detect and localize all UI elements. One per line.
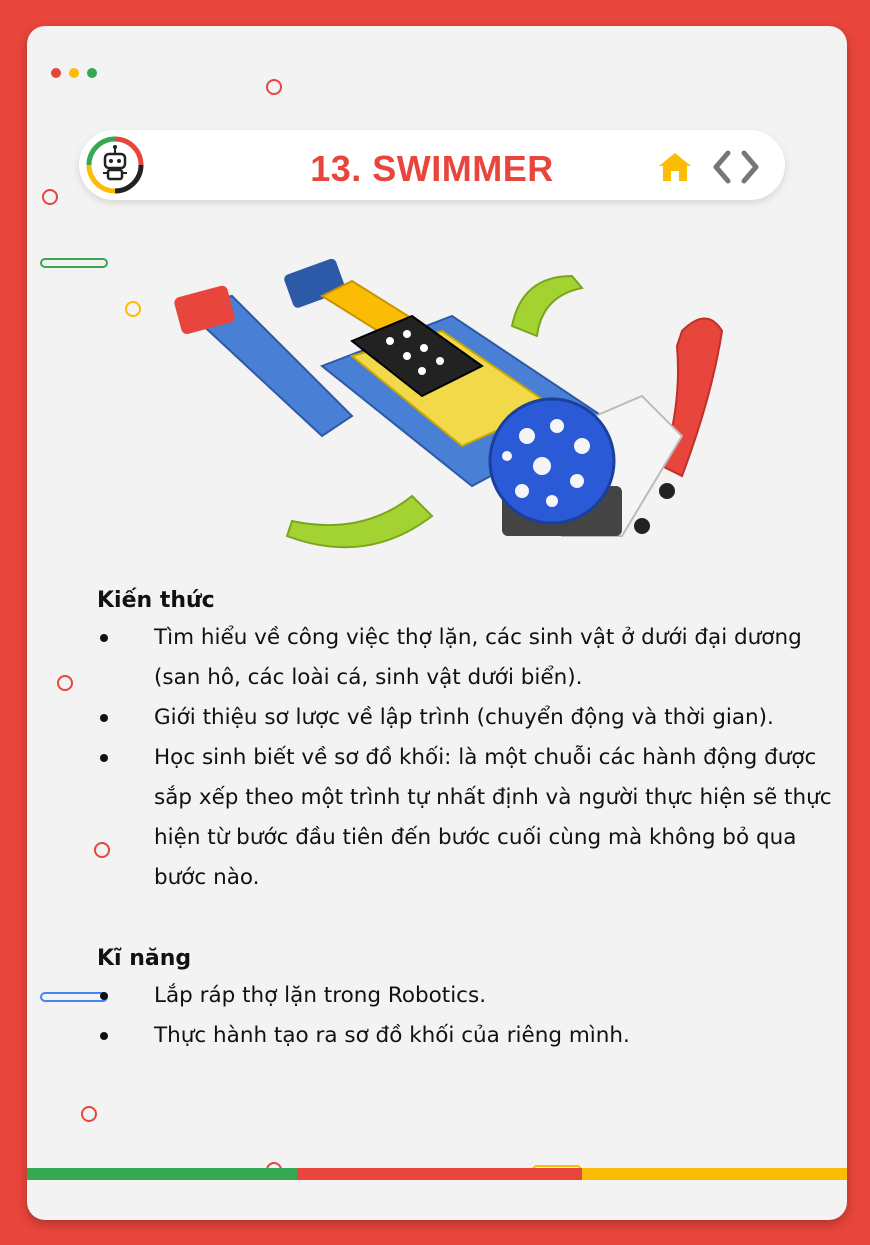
lesson-card bbox=[27, 26, 847, 1220]
section-title-skills: Kĩ năng bbox=[97, 946, 192, 971]
green-dot bbox=[87, 68, 97, 78]
chevron-right-icon[interactable] bbox=[739, 150, 761, 184]
bar-yellow bbox=[582, 1168, 847, 1180]
list-item: Thực hành tạo ra sơ đồ khối của riêng mình. bbox=[97, 1016, 837, 1056]
list-item: Lắp ráp thợ lặn trong Robotics. bbox=[97, 976, 837, 1016]
list-item: Giới thiệu sơ lược về lập trình (chuyển động và thời gian). bbox=[97, 698, 837, 738]
deco-ring-red bbox=[80, 1105, 98, 1123]
deco-ring-red bbox=[265, 78, 283, 96]
list-item: Học sinh biết về sơ đồ khối: là một chuỗi các hành động được sắp xếp theo một trình tự nhất định và người thực hiện sẽ thực hiện từ bước đầu tiên đến bước cuối cùng mà không bỏ qua bước nào. bbox=[97, 738, 837, 898]
red-dot bbox=[51, 68, 61, 78]
home-icon[interactable] bbox=[657, 150, 693, 184]
skills-list bbox=[97, 976, 837, 1056]
knowledge-list bbox=[97, 618, 837, 898]
lesson-content bbox=[97, 586, 837, 1056]
swimmer-robot-image bbox=[122, 236, 742, 596]
header-bar bbox=[79, 130, 785, 200]
yellow-dot bbox=[69, 68, 79, 78]
deco-bar-green bbox=[40, 258, 108, 268]
list-item: Tìm hiểu về công việc thợ lặn, các sinh vật ở dưới đại dương (san hô, các loài cá, sinh vật dưới biển). bbox=[97, 618, 837, 698]
bar-green bbox=[27, 1168, 297, 1180]
page-title: 13. SWIMMER bbox=[310, 148, 554, 189]
section-title-knowledge: Kiến thức bbox=[97, 588, 215, 613]
chevron-left-icon[interactable] bbox=[711, 150, 733, 184]
bottom-color-bar bbox=[27, 1168, 847, 1180]
deco-ring-red bbox=[56, 674, 74, 692]
deco-ring-red bbox=[41, 188, 59, 206]
bar-red bbox=[297, 1168, 582, 1180]
window-dots bbox=[51, 68, 97, 78]
